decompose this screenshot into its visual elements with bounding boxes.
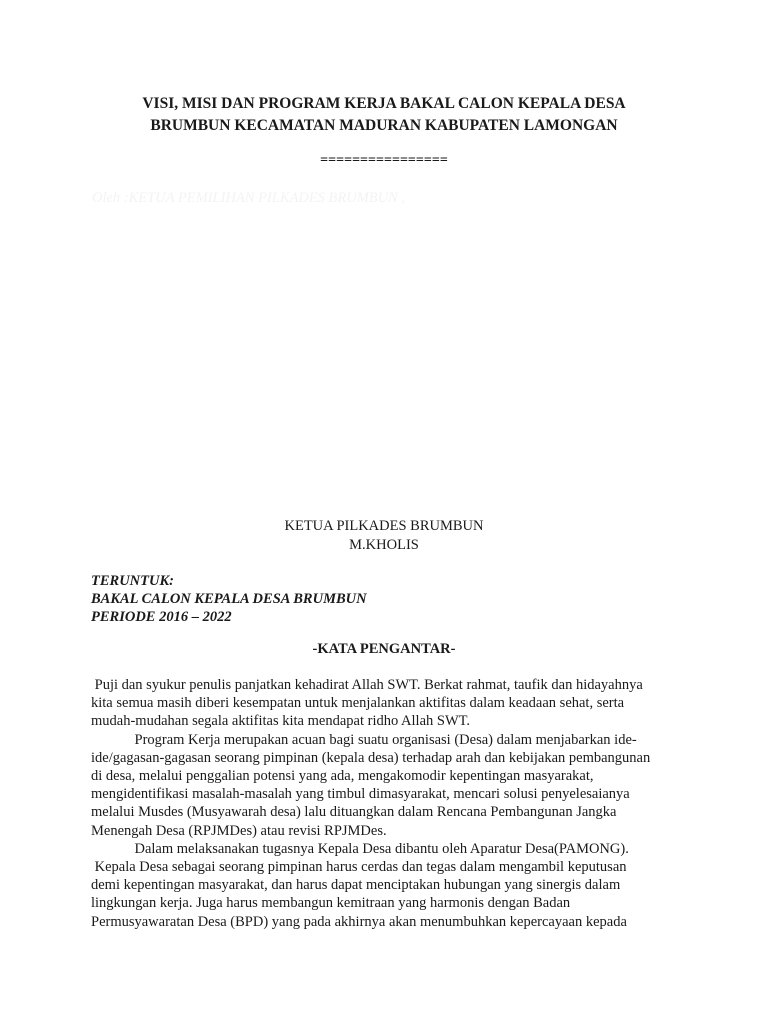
document-title xyxy=(0,93,768,137)
title-line-2: BRUMBUN KECAMATAN MADURAN KABUPATEN LAMONGAN xyxy=(150,117,618,134)
body-paragraphs xyxy=(91,676,681,931)
faint-watermark-text: Oleh :KETUA PEMILIHAN PILKADES BRUMBUN , xyxy=(92,190,406,206)
body-line: Permusyawaratan Desa (BPD) yang pada akhirnya akan menumbuhkan kepercayaan kepada xyxy=(91,913,627,930)
body-line: melalui Musdes (Musyawarah desa) lalu dituangkan dalam Rencana Pembangunan Jangka xyxy=(91,804,617,821)
signer-block xyxy=(0,517,768,555)
section-heading-kata-pengantar: -KATA PENGANTAR- xyxy=(312,641,456,657)
body-line: mudah-mudahan segala aktifitas kita mendapat ridho Allah SWT. xyxy=(91,713,471,730)
body-line: Puji dan syukur penulis panjatkan kehadirat Allah SWT. Berkat rahmat, taufik dan hidayahnya xyxy=(91,677,643,693)
body-line: kita semua masih diberi kesempatan untuk menjalankan aktifitas dalam keadaan sehat, serta xyxy=(91,695,625,712)
recipient-line-2: BAKAL CALON KEPALA DESA BRUMBUN xyxy=(91,591,367,607)
recipient-line-1: TERUNTUK: xyxy=(91,573,174,589)
body-line: Program Kerja merupakan acuan bagi suatu organisasi (Desa) dalam menjabarkan ide- xyxy=(91,731,637,748)
body-line: Menengah Desa (RPJMDes) atau revisi RPJMDes. xyxy=(91,822,387,839)
body-line: demi kepentingan masyarakat, dan harus dapat menciptakan hubungan yang sinergis dalam xyxy=(91,877,621,894)
signer-role: KETUA PILKADES BRUMBUN xyxy=(284,518,484,534)
title-line-1: VISI, MISI DAN PROGRAM KERJA BAKAL CALON KEPALA DESA xyxy=(142,95,626,112)
recipient-line-3: PERIODE 2016 – 2022 xyxy=(91,609,232,625)
title-divider: ================ xyxy=(320,153,448,168)
body-line: Kepala Desa sebagai seorang pimpinan harus cerdas dan tegas dalam mengambil keputusan xyxy=(91,859,627,876)
body-line: Dalam melaksanakan tugasnya Kepala Desa dibantu oleh Aparatur Desa(PAMONG). xyxy=(91,840,629,857)
signer-name: M.KHOLIS xyxy=(349,537,419,553)
body-line: mengidentifikasi masalah-masalah yang timbul dimasyarakat, mencari solusi penyelesaianya xyxy=(91,786,630,803)
body-line: di desa, melalui penggalian potensi yang ada, mengakomodir kepentingan masyarakat, xyxy=(91,768,594,785)
body-line: lingkungan kerja. Juga harus membangun kemitraan yang harmonis dengan Badan xyxy=(91,895,571,912)
body-line: ide/gagasan-gagasan seorang pimpinan (kepala desa) terhadap arah dan kebijakan pembangunan xyxy=(91,749,651,766)
recipient-block xyxy=(91,572,367,626)
